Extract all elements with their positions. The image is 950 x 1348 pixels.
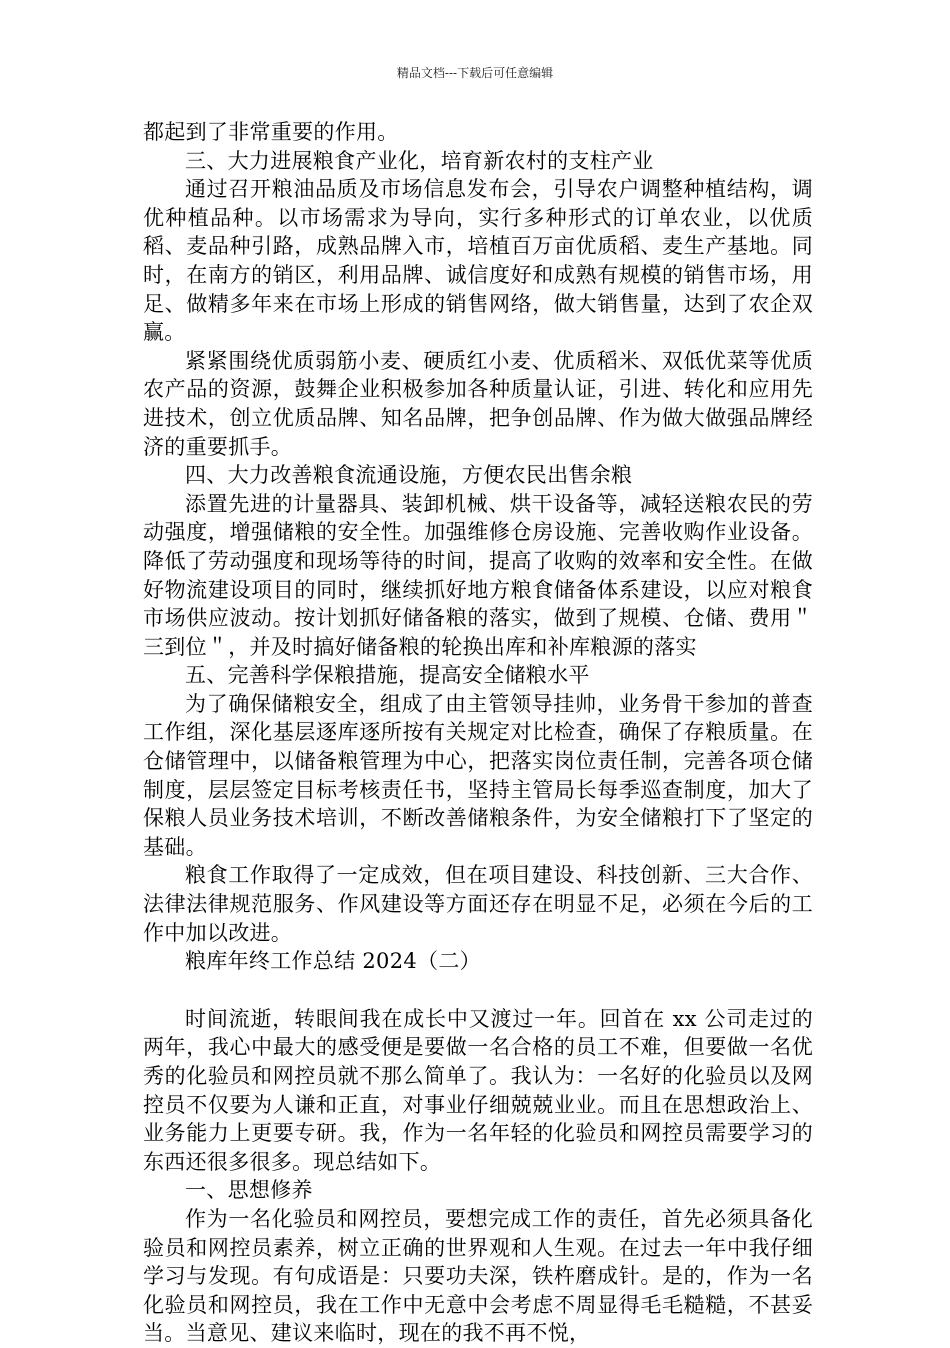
paragraph: 都起到了非常重要的作用。	[143, 120, 399, 144]
paragraph: 粮食工作取得了一定成效，但在项目建设、科技创新、三大合作、法律法律规范服务、作风建设等方面还存在明显不足，必须在今后的工作中加以改进。	[143, 863, 813, 945]
paragraph: 紧紧围绕优质弱筋小麦、硬质红小麦、优质稻米、双低优菜等优质农产品的资源，鼓舞企业积极参加各种质量认证，引进、转化和应用先进技术，创立优质品牌、知名品牌，把争创品牌、作为做大做强品牌经济的重要抓手。	[143, 348, 813, 459]
page-header: 精品文档---下载后可任意编辑	[396, 66, 554, 80]
paragraph: 为了确保储粮安全，组成了由主管领导挂帅，业务骨干参加的普查工作组，深化基层逐库逐所按有关规定对比检查，确保了存粮质量。在仓储管理中，以储备粮管理为中心，把落实岗位责任制，完善各项仓储制度，层层签定目标考核责任书，坚持主管局长每季巡查制度，加大了保粮人员业务技术培训，不断改善储粮条件，为安全储粮打下了坚定的基础。	[143, 691, 813, 859]
section-heading: 四、大力改善粮食流通设施，方便农民出售余粮	[185, 463, 633, 488]
section-heading: 一、思想修养	[185, 1178, 313, 1203]
paragraph: 时间流逝，转眼间我在成长中又渡过一年。回首在 xx 公司走过的两年，我心中最大的感受便是要做一名合格的员工不难，但要做一名优秀的化验员和网控员就不那么简单了。我认为：一名好的化验员以及网控员不仅要为人谦和正直，对事业仔细兢兢业业。而且在思想政治上、业务能力上更要专研。我，作为一名年轻的化验员和网控员需要学习的东西还很多很多。现总结如下。	[143, 1006, 813, 1174]
blank-line	[143, 976, 813, 1005]
document-title: 粮库年终工作总结 2024（二）	[185, 949, 481, 974]
section-heading: 三、大力进展粮食产业化，培育新农村的支柱产业	[185, 148, 654, 173]
document-body	[143, 118, 813, 1348]
section-heading: 五、完善科学保粮措施，提高安全储粮水平	[185, 663, 590, 688]
paragraph: 添置先进的计量器具、装卸机械、烘干设备等，减轻送粮农民的劳动强度，增强储粮的安全性。加强维修仓房设施、完善收购作业设备。降低了劳动强度和现场等待的时间，提高了收购的效率和安全性。在做好物流建设项目的同时，继续抓好地方粮食储备体系建设，以应对粮食市场供应波动。按计划抓好储备粮的落实，做到了规模、仓储、费用＂三到位＂，并及时搞好储备粮的轮换出库和补库粮源的落实	[143, 491, 813, 659]
paragraph: 通过召开粮油品质及市场信息发布会，引导农户调整种植结构，调优种植品种。以市场需求为导向，实行多种形式的订单农业，以优质稻、麦品种引路，成熟品牌入市，培植百万亩优质稻、麦生产基地。同时，在南方的销区，利用品牌、诚信度好和成熟有规模的销售市场，用足、做精多年来在市场上形成的销售网络，做大销售量，达到了农企双赢。	[143, 177, 813, 345]
paragraph: 作为一名化验员和网控员，要想完成工作的责任，首先必须具备化验员和网控员素养，树立正确的世界观和人生观。在过去一年中我仔细学习与发现。有句成语是：只要功夫深，铁杵磨成针。是的，作为一名化验员和网控员，我在工作中无意中会考虑不周显得毛毛糙糙，不甚妥当。当意见、建议来临时，现在的我不再不悦，	[143, 1206, 813, 1346]
